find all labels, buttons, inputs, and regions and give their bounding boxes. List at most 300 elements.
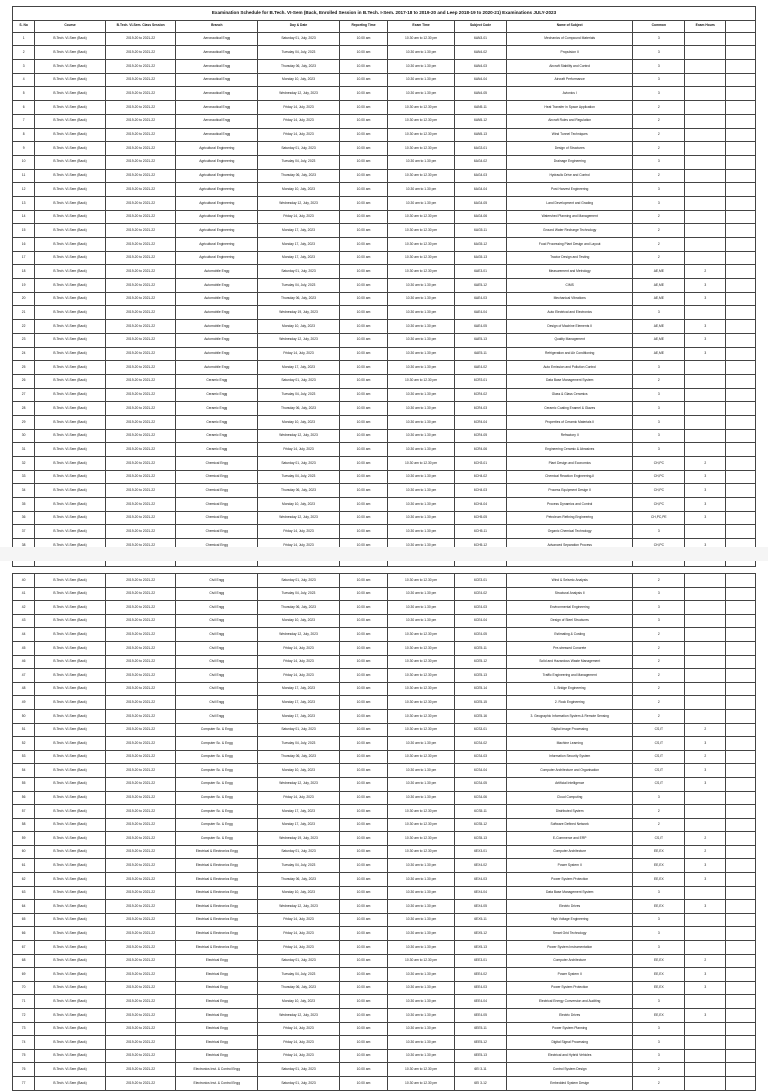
cell-sno: 53 [13, 750, 35, 764]
cell-sno: 15 [13, 224, 35, 238]
cell-subject-name: Chemical Reaction Engineering-II [507, 470, 633, 484]
cell-reporting-time: 10.00 am [339, 539, 387, 553]
table-row [13, 73, 756, 87]
cell-date: Thursday 06, July, 2023 [258, 601, 340, 615]
header-exam-hours: Exam Hours [685, 20, 726, 32]
cell-branch: Computer Sc. & Engg [176, 723, 258, 737]
cell-date: Monday 10, July, 2023 [258, 995, 340, 1009]
cell-session: 2019-20 to 2021-22 [105, 614, 176, 628]
cell-blank [726, 374, 756, 388]
cell-date: Friday 14, July, 2023 [258, 1049, 340, 1063]
cell-common: 2 [633, 682, 685, 696]
cell-branch: Ceramic Engg [176, 402, 258, 416]
cell-exam-time: 10.30 am to 1.30 pm [388, 981, 455, 995]
cell-subject-code: 6AG4-03 [455, 169, 507, 183]
cell-exam-time: 10.30 am to 1.30 pm [388, 1009, 455, 1023]
cell-blank [726, 1049, 756, 1063]
cell-reporting-time: 10.00 am [339, 279, 387, 293]
cell-reporting-time: 10.00 am [339, 470, 387, 484]
cell-exam-hours: 3 [685, 470, 726, 484]
cell-blank [726, 114, 756, 128]
cell-exam-hours [685, 402, 726, 416]
cell-exam-time: 10.30 am to 1.30 pm [388, 927, 455, 941]
cell-reporting-time: 10.00 am [339, 388, 387, 402]
cell-exam-hours [685, 682, 726, 696]
cell-reporting-time: 10.00 am [339, 601, 387, 615]
cell-subject-name: Machine Learning [507, 737, 633, 751]
cell-subject-code: 6AG5-13 [455, 251, 507, 265]
cell-subject-name: Computer Architecture and Organisation [507, 764, 633, 778]
cell-sno: 54 [13, 764, 35, 778]
cell-exam-time: 10.30 am to 12.30 pm [388, 723, 455, 737]
cell-subject-code: 6CR4-02 [455, 388, 507, 402]
cell-session: 2019-20 to 2021-22 [105, 183, 176, 197]
cell-session: 2019-20 to 2021-22 [105, 1036, 176, 1050]
cell-exam-hours [685, 361, 726, 375]
cell-exam-hours: 3 [685, 859, 726, 873]
cell-sno: 50 [13, 709, 35, 723]
cell-subject-code: 6EE4-03 [455, 981, 507, 995]
cell-branch: Ceramic Engg [176, 429, 258, 443]
cell-subject-code: 6AG4-04 [455, 183, 507, 197]
cell-session: 2019-20 to 2021-22 [105, 251, 176, 265]
cell-course: B.Tech. VI-Sem (Back) [35, 155, 106, 169]
cell-subject-name: Data Base Management System [507, 886, 633, 900]
cell-reporting-time: 10.00 am [339, 333, 387, 347]
cell-sno: 67 [13, 941, 35, 955]
cell-sno: 9 [13, 142, 35, 156]
cell-subject-code: 6AN4-02 [455, 46, 507, 60]
cell-exam-hours: 3 [685, 873, 726, 887]
cell-common: AE,ME [633, 320, 685, 334]
cell-course: B.Tech. VI-Sem (Back) [35, 954, 106, 968]
cell-subject-name: Cloud Computing [507, 791, 633, 805]
cell-reporting-time: 10.00 am [339, 900, 387, 914]
cell-date: Monday 17, July, 2023 [258, 682, 340, 696]
cell-exam-hours [685, 210, 726, 224]
cell-sno: 24 [13, 347, 35, 361]
cell-exam-hours [685, 32, 726, 46]
cell-exam-time: 10.30 am to 12.30 pm [388, 265, 455, 279]
cell-common: 3 [633, 525, 685, 539]
cell-reporting-time: 10.00 am [339, 832, 387, 846]
cell-date: Friday 14, July, 2023 [258, 927, 340, 941]
cell-branch: Civil Engg [176, 628, 258, 642]
cell-subject-code: 6EX5-13 [455, 941, 507, 955]
table-row [13, 511, 756, 525]
table-row [13, 995, 756, 1009]
cell-session: 2019-20 to 2021-22 [105, 443, 176, 457]
cell-exam-time: 10.30 am to 1.30 pm [388, 859, 455, 873]
table-row [13, 210, 756, 224]
cell-exam-hours: 3 [685, 320, 726, 334]
cell-common: CS,IT [633, 737, 685, 751]
table-row [13, 457, 756, 471]
cell-exam-time: 10.30 am to 1.30 pm [388, 402, 455, 416]
cell-date: Tuesday 04, July, 2023 [258, 470, 340, 484]
cell-reporting-time: 10.00 am [339, 968, 387, 982]
cell-exam-time: 10.30 am to 1.30 pm [388, 1022, 455, 1036]
cell-session: 2019-20 to 2021-22 [105, 682, 176, 696]
table-row [13, 415, 756, 429]
cell-reporting-time: 10.00 am [339, 1022, 387, 1036]
cell-common: 3 [633, 913, 685, 927]
cell-exam-time: 10.30 am to 1.30 pm [388, 913, 455, 927]
cell-common: EE,EX [633, 1009, 685, 1023]
cell-date: Saturday 01, July, 2023 [258, 457, 340, 471]
cell-reporting-time: 10.00 am [339, 641, 387, 655]
cell-common: 2 [633, 628, 685, 642]
table-row [13, 845, 756, 859]
cell-exam-time: 10.30 am to 1.30 pm [388, 968, 455, 982]
cell-blank [726, 805, 756, 819]
cell-sno: 14 [13, 210, 35, 224]
table-row [13, 886, 756, 900]
cell-course: B.Tech. VI-Sem (Back) [35, 279, 106, 293]
cell-reporting-time: 10.00 am [339, 196, 387, 210]
cell-sno: 35 [13, 498, 35, 512]
cell-date: Thursday 06, July, 2023 [258, 981, 340, 995]
cell-subject-name: Wind Tunnel Techniques [507, 128, 633, 142]
cell-common: 3 [633, 1022, 685, 1036]
cell-date: Saturday 01, July, 2023 [258, 265, 340, 279]
cell-exam-hours [685, 927, 726, 941]
table-row [13, 927, 756, 941]
cell-common: 2 [633, 669, 685, 683]
cell-exam-hours: 3 [685, 279, 726, 293]
cell-blank [726, 845, 756, 859]
cell-session: 2019-20 to 2021-22 [105, 805, 176, 819]
cell-sno: 6 [13, 101, 35, 115]
cell-exam-time: 10.30 am to 1.30 pm [388, 279, 455, 293]
cell-subject-code: 6CS4-04 [455, 764, 507, 778]
cell-course: B.Tech. VI-Sem (Back) [35, 320, 106, 334]
table-row [13, 292, 756, 306]
cell-reporting-time: 10.00 am [339, 709, 387, 723]
cell-common: 3 [633, 443, 685, 457]
cell-exam-time: 10.30 am to 12.30 pm [388, 1076, 455, 1090]
header-date: Day & Date [258, 20, 340, 32]
cell-blank [726, 292, 756, 306]
cell-subject-name: Engineering Ceramic & Abrasives [507, 443, 633, 457]
cell-reporting-time: 10.00 am [339, 1076, 387, 1090]
cell-branch: Electrical & Electronics Engg [176, 941, 258, 955]
table-row [13, 873, 756, 887]
cell-common: 2 [633, 238, 685, 252]
table-row [13, 142, 756, 156]
cell-common: AE,ME [633, 333, 685, 347]
cell-date: Thursday 06, July, 2023 [258, 169, 340, 183]
cell-reporting-time: 10.00 am [339, 183, 387, 197]
cell-date: Friday 14, July, 2023 [258, 347, 340, 361]
cell-date: Wednesday 12, July, 2023 [258, 900, 340, 914]
table-row [13, 941, 756, 955]
cell-reporting-time: 10.00 am [339, 251, 387, 265]
cell-course: B.Tech. VI-Sem (Back) [35, 101, 106, 115]
table-row [13, 443, 756, 457]
cell-reporting-time: 10.00 am [339, 628, 387, 642]
schedule-table-1 [12, 6, 756, 567]
table-row [13, 818, 756, 832]
cell-branch: Computer Sc. & Engg [176, 818, 258, 832]
cell-course: B.Tech. VI-Sem (Back) [35, 913, 106, 927]
schedule-page-2 [12, 573, 756, 1091]
cell-exam-time: 10.30 am to 12.30 pm [388, 374, 455, 388]
cell-session: 2019-20 to 2021-22 [105, 1063, 176, 1077]
table-row [13, 614, 756, 628]
cell-branch: Aeronautical Engg [176, 114, 258, 128]
cell-reporting-time: 10.00 am [339, 805, 387, 819]
cell-date: Monday 17, July, 2023 [258, 805, 340, 819]
cell-blank [726, 614, 756, 628]
cell-sno: 44 [13, 628, 35, 642]
cell-common: 3 [633, 614, 685, 628]
cell-reporting-time: 10.00 am [339, 777, 387, 791]
cell-branch: Electrical Engg [176, 954, 258, 968]
cell-sno: 19 [13, 279, 35, 293]
cell-branch: Agricultural Engineering [176, 142, 258, 156]
table-row [13, 655, 756, 669]
cell-exam-hours: 2 [685, 750, 726, 764]
cell-exam-hours [685, 1063, 726, 1077]
cell-exam-hours [685, 306, 726, 320]
cell-common: 3 [633, 1036, 685, 1050]
cell-date: Thursday 06, July, 2023 [258, 292, 340, 306]
cell-exam-time: 10.30 am to 1.30 pm [388, 539, 455, 553]
cell-common: 3 [633, 1049, 685, 1063]
cell-common: AE,ME [633, 292, 685, 306]
cell-course: B.Tech. VI-Sem (Back) [35, 777, 106, 791]
cell-exam-time: 10.30 am to 1.30 pm [388, 484, 455, 498]
table-row [13, 737, 756, 751]
schedule-page-1 [12, 6, 756, 567]
cell-exam-hours: 2 [685, 265, 726, 279]
cell-sno: 25 [13, 361, 35, 375]
cell-common: 3 [633, 927, 685, 941]
cell-blank [726, 210, 756, 224]
cell-exam-hours [685, 601, 726, 615]
cell-date: Wednesday 12, July, 2023 [258, 429, 340, 443]
cell-exam-hours [685, 429, 726, 443]
cell-course: B.Tech. VI-Sem (Back) [35, 539, 106, 553]
cell-subject-name: Electric Drives [507, 900, 633, 914]
cell-sno: 41 [13, 587, 35, 601]
table-row [13, 709, 756, 723]
table-row [13, 333, 756, 347]
cell-sno: 7 [13, 114, 35, 128]
cell-exam-hours: 3 [685, 1009, 726, 1023]
cell-date: Saturday 01, July, 2023 [258, 1063, 340, 1077]
cell-date: Saturday 01, July, 2023 [258, 574, 340, 588]
cell-subject-name: Computer Architecture [507, 845, 633, 859]
cell-blank [726, 361, 756, 375]
cell-exam-time: 10.30 am to 12.30 pm [388, 682, 455, 696]
cell-exam-time: 10.30 am to 12.30 pm [388, 805, 455, 819]
cell-exam-hours [685, 525, 726, 539]
cell-subject-name: Electric Drives [507, 1009, 633, 1023]
cell-sno: 46 [13, 655, 35, 669]
cell-common: CH,PC [633, 457, 685, 471]
cell-branch: Agricultural Engineering [176, 169, 258, 183]
cell-subject-name: Auto Emission and Pollution Control [507, 361, 633, 375]
cell-session: 2019-20 to 2021-22 [105, 655, 176, 669]
cell-exam-time: 10.30 am to 1.30 pm [388, 470, 455, 484]
table-row [13, 682, 756, 696]
cell-blank [726, 429, 756, 443]
cell-course: B.Tech. VI-Sem (Back) [35, 641, 106, 655]
cell-subject-code: 6EI 3-12 [455, 1076, 507, 1090]
cell-exam-time: 10.30 am to 1.30 pm [388, 388, 455, 402]
cell-exam-time: 10.30 am to 1.30 pm [388, 292, 455, 306]
cell-subject-name: Digital Signal Processing [507, 1036, 633, 1050]
schedule-table-2 [12, 573, 756, 1091]
cell-reporting-time: 10.00 am [339, 511, 387, 525]
cell-exam-time: 10.30 am to 1.30 pm [388, 614, 455, 628]
cell-sno: 74 [13, 1036, 35, 1050]
cell-date: Wednesday 12, July, 2023 [258, 628, 340, 642]
cell-exam-time: 10.30 am to 12.30 pm [388, 224, 455, 238]
cell-course: B.Tech. VI-Sem (Back) [35, 333, 106, 347]
table-row [13, 402, 756, 416]
cell-session: 2019-20 to 2021-22 [105, 525, 176, 539]
cell-blank [726, 818, 756, 832]
table-row [13, 60, 756, 74]
cell-blank [726, 169, 756, 183]
cell-exam-hours: 3 [685, 539, 726, 553]
cell-blank [726, 601, 756, 615]
cell-common: 3 [633, 155, 685, 169]
cell-reporting-time: 10.00 am [339, 265, 387, 279]
cell-reporting-time: 10.00 am [339, 941, 387, 955]
cell-exam-hours [685, 142, 726, 156]
cell-common: 2 [633, 805, 685, 819]
cell-blank [726, 709, 756, 723]
cell-sno: 3 [13, 60, 35, 74]
cell-date: Friday 14, July, 2023 [258, 913, 340, 927]
cell-date: Tuesday 04, July, 2023 [258, 46, 340, 60]
cell-branch: Electrical & Electronics Engg [176, 845, 258, 859]
cell-common: 3 [633, 73, 685, 87]
cell-branch: Automobile Engg [176, 320, 258, 334]
cell-session: 2019-20 to 2021-22 [105, 73, 176, 87]
cell-exam-hours: 3 [685, 981, 726, 995]
cell-session: 2019-20 to 2021-22 [105, 415, 176, 429]
cell-subject-code: 6CE5-11 [455, 641, 507, 655]
cell-exam-hours: 3 [685, 737, 726, 751]
cell-branch: Chemical Engg [176, 470, 258, 484]
cell-branch: Aeronautical Engg [176, 46, 258, 60]
cell-subject-code: 6AG5-12 [455, 238, 507, 252]
cell-branch: Aeronautical Engg [176, 87, 258, 101]
cell-subject-name: 3. Geographic Information System & Remote Sensing [507, 709, 633, 723]
cell-blank [726, 968, 756, 982]
cell-subject-name: Food Processing Plant Design and Layout [507, 238, 633, 252]
cell-session: 2019-20 to 2021-22 [105, 511, 176, 525]
cell-exam-time: 10.30 am to 12.30 pm [388, 641, 455, 655]
cell-subject-name: Wind & Seismic Analysis [507, 574, 633, 588]
cell-date: Friday 14, July, 2023 [258, 641, 340, 655]
cell-subject-name: Information Security System [507, 750, 633, 764]
cell-branch: Electrical Engg [176, 981, 258, 995]
cell-subject-code: 6AN5-12 [455, 114, 507, 128]
table-row [13, 101, 756, 115]
cell-exam-hours [685, 1036, 726, 1050]
cell-subject-code: 6AG5-11 [455, 224, 507, 238]
cell-subject-code: 6CH3-01 [455, 457, 507, 471]
cell-subject-code: 6AE4-03 [455, 292, 507, 306]
cell-exam-hours: 3 [685, 511, 726, 525]
cell-exam-hours: 3 [685, 968, 726, 982]
cell-reporting-time: 10.00 am [339, 415, 387, 429]
cell-date: Saturday 01, July, 2023 [258, 1076, 340, 1090]
cell-session: 2019-20 to 2021-22 [105, 873, 176, 887]
cell-subject-name: 2. Rock Engineering [507, 696, 633, 710]
cell-blank [726, 142, 756, 156]
cell-subject-name: Organic Chemical Technology [507, 525, 633, 539]
cell-exam-hours [685, 886, 726, 900]
cell-branch: Ceramic Engg [176, 415, 258, 429]
cell-common: 3 [633, 415, 685, 429]
cell-common: EE,EX [633, 873, 685, 887]
cell-session: 2019-20 to 2021-22 [105, 777, 176, 791]
cell-reporting-time: 10.00 am [339, 954, 387, 968]
cell-subject-code: 6CR4-05 [455, 429, 507, 443]
cell-course: B.Tech. VI-Sem (Back) [35, 628, 106, 642]
cell-subject-name: Solid and Hazardous Waste Management [507, 655, 633, 669]
cell-exam-time: 10.30 am to 1.30 pm [388, 196, 455, 210]
cell-blank [726, 402, 756, 416]
cell-subject-code: 6EE4-02 [455, 968, 507, 982]
cell-session: 2019-20 to 2021-22 [105, 1076, 176, 1090]
cell-course: B.Tech. VI-Sem (Back) [35, 361, 106, 375]
cell-subject-name: Power System II [507, 859, 633, 873]
cell-exam-hours [685, 196, 726, 210]
cell-branch: Agricultural Engineering [176, 183, 258, 197]
cell-subject-code: 6CS5-13 [455, 832, 507, 846]
cell-blank [726, 498, 756, 512]
cell-blank [726, 525, 756, 539]
cell-session: 2019-20 to 2021-22 [105, 101, 176, 115]
cell-subject-name: Design of Structures [507, 142, 633, 156]
cell-branch: Electronics Inst. & Control Engg [176, 1063, 258, 1077]
cell-reporting-time: 10.00 am [339, 155, 387, 169]
cell-branch: Civil Engg [176, 641, 258, 655]
cell-subject-code: 6AE3-01 [455, 265, 507, 279]
cell-date: Tuesday 04, July, 2023 [258, 155, 340, 169]
table-row [13, 574, 756, 588]
cell-session: 2019-20 to 2021-22 [105, 224, 176, 238]
cell-blank [726, 832, 756, 846]
cell-exam-time: 10.30 am to 1.30 pm [388, 333, 455, 347]
cell-common: EE,EX [633, 859, 685, 873]
cell-branch: Automobile Engg [176, 279, 258, 293]
cell-branch: Agricultural Engineering [176, 251, 258, 265]
cell-blank [726, 196, 756, 210]
cell-exam-time: 10.30 am to 12.30 pm [388, 574, 455, 588]
cell-common: EE,EX [633, 981, 685, 995]
cell-branch: Civil Engg [176, 709, 258, 723]
cell-exam-time: 10.30 am to 12.30 pm [388, 142, 455, 156]
cell-subject-name: Mechanics of Compound Materials [507, 32, 633, 46]
cell-exam-time: 10.30 am to 1.30 pm [388, 511, 455, 525]
cell-blank [726, 388, 756, 402]
cell-subject-name: Refrigeration and Air Conditioning [507, 347, 633, 361]
cell-exam-hours [685, 114, 726, 128]
cell-branch: Electrical & Electronics Engg [176, 873, 258, 887]
cell-reporting-time: 10.00 am [339, 443, 387, 457]
cell-sno: 17 [13, 251, 35, 265]
cell-branch: Ceramic Engg [176, 374, 258, 388]
